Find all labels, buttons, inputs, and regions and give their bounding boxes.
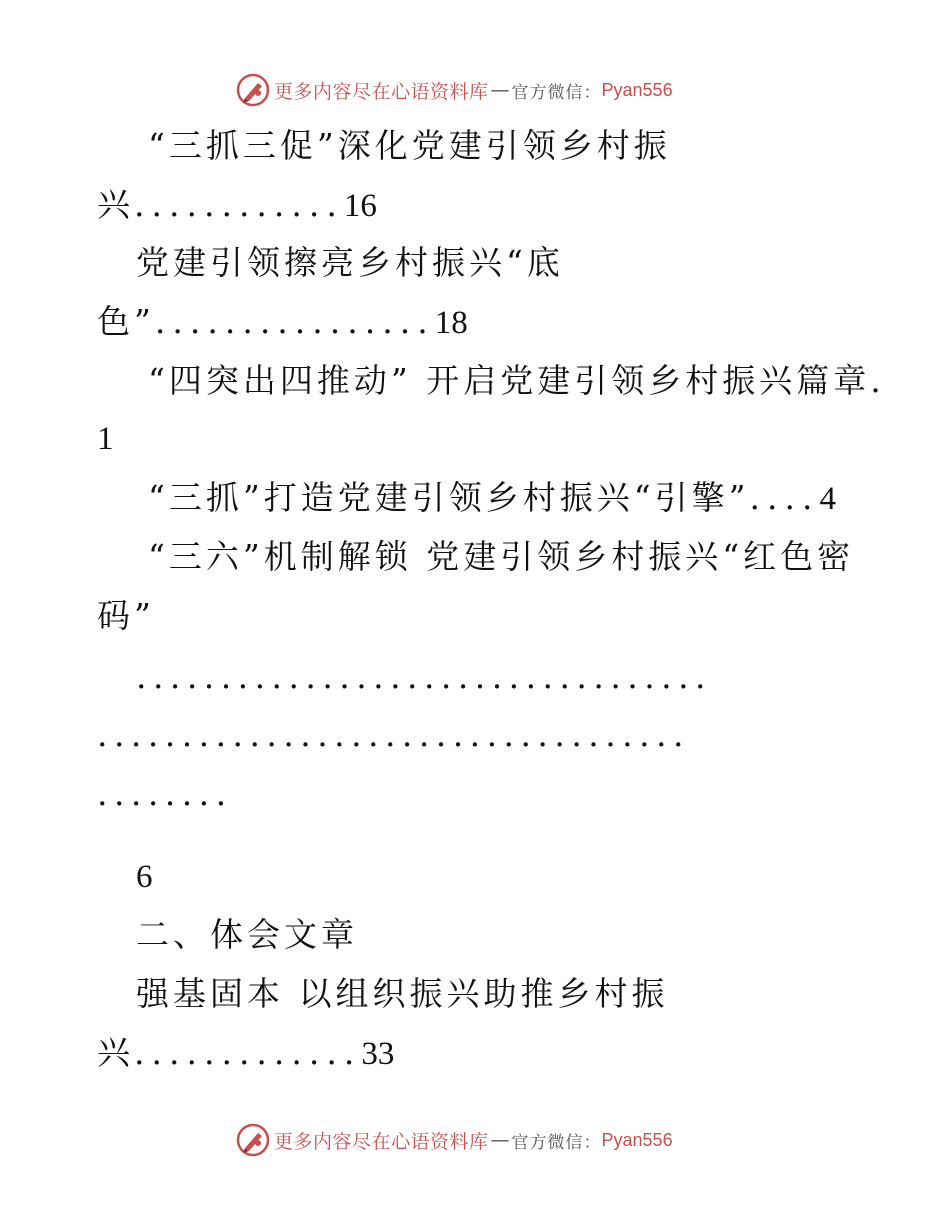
watermark-text: 更多内容尽在心语资料库: [274, 80, 489, 103]
toc-page-number: 33: [361, 1036, 395, 1072]
toc-entry-1-title: “三抓三促”深化党建引领乡村振: [148, 126, 671, 165]
toc-entry-5-leader-2: ...................................: [97, 715, 690, 754]
watermark-wechat: Pyan556: [601, 1129, 673, 1150]
toc-leader: ............: [134, 185, 344, 224]
watermark-banner-bottom: [236, 1122, 673, 1158]
toc-page-number: 18: [434, 305, 468, 341]
toc-leader: ................: [154, 302, 435, 341]
toc-entry-6-cont: 兴.............33: [97, 1033, 395, 1072]
watermark-dash: —: [490, 79, 510, 101]
toc-page-number: 4: [819, 481, 836, 517]
toc-entry-5-cont: 码”: [97, 596, 155, 635]
toc-entry-2-title: 党建引领擦亮乡村振兴“底: [136, 243, 564, 282]
toc-entry-2-cont: 色”................18: [97, 302, 468, 341]
watermark-banner-top: [236, 72, 673, 108]
toc-entry-5-page: 6: [136, 859, 153, 895]
toc-entry-6-title: 强基固本 以组织振兴助推乡村振: [136, 974, 669, 1013]
toc-entry-5-leader-1: ..................................: [136, 657, 712, 696]
toc-entry-4-title: “三抓”打造党建引领乡村振兴“引擎”....4: [148, 478, 836, 517]
toc-entry-5-leader-3: ........: [97, 774, 233, 813]
watermark-text: 更多内容尽在心语资料库: [274, 1130, 489, 1153]
toc-entry-3-title: “四突出四推动” 开启党建引领乡村振兴篇章.: [148, 361, 885, 400]
toc-entry-3-page: 1: [97, 421, 114, 457]
watermark-contact: 官方微信：: [511, 82, 602, 103]
toc-page-number: 16: [343, 188, 377, 224]
toc-leader: .............: [134, 1033, 362, 1072]
watermark-dash: —: [490, 1129, 510, 1151]
pen-logo-icon: [236, 73, 270, 107]
section-heading: 二、体会文章: [136, 915, 358, 954]
toc-entry-5-title: “三六”机制解锁 党建引领乡村振兴“红色密: [148, 537, 855, 576]
toc-leader: ....: [749, 478, 820, 517]
watermark-wechat: Pyan556: [601, 79, 673, 100]
watermark-contact: 官方微信：: [511, 1132, 602, 1153]
toc-entry-1-cont: 兴............16: [97, 185, 377, 224]
pen-logo-icon: [236, 1123, 270, 1157]
